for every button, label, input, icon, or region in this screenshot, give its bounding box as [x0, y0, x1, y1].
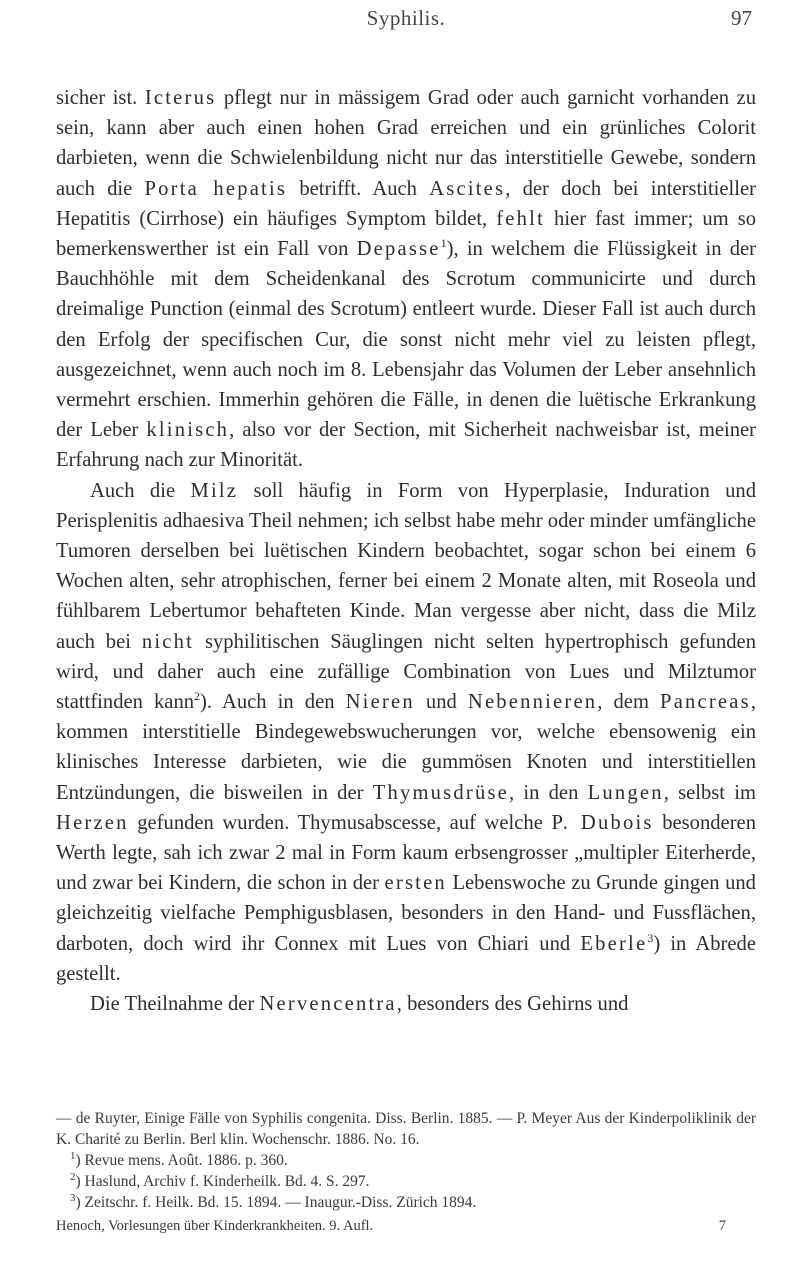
spaced-term: Nervencentra — [259, 993, 397, 1016]
spaced-term: Milz — [190, 479, 239, 502]
text-run: soll häufig in Form von Hyperplasie, Induration und Perisplenitis adhaesiva Theil nehmen; ich selbst habe mehr oder minder umfängliche Tumoren derselben bei luëtischen Kindern beobachtet, sogar schon bei einem 6 Wochen alten, sehr atrophischen, ferner bei einem 2 Monate alten, mit Roseola und fühlbarem Lebertumor behafteten Kinde. Man vergesse aber nicht, dass die Milz auch bei — [56, 479, 757, 653]
footnote-ref: 1 — [440, 236, 447, 251]
page-number: 97 — [731, 6, 752, 30]
spaced-term: P. Dubois — [551, 811, 654, 834]
running-header — [56, 0, 756, 42]
footnote — [56, 1171, 756, 1192]
paragraph — [56, 476, 756, 989]
body-text — [56, 83, 756, 1019]
text-run: ), in welchem die Flüssigkeit in der Bauchhöhle mit dem Scheidenkanal des Scrotum communicirte und durch dreimalige Punction (einmal des Scrotum) entleert wurde. Dieser Fall ist auch durch den Erfolg der specifischen Cur, die sonst nicht mehr viel zu leisten pflegt, ausgezeichnet, wenn auch noch im 8. Lebensjahr das Volumen der Leber ansehnlich vermehrt erschien. Immerhin gehören die Fälle, in denen die luëtische Erkrankung der Leber — [56, 238, 756, 442]
text-run: , in den — [509, 781, 588, 804]
text-run: Die Theilnahme der — [90, 993, 260, 1016]
spaced-term: Nieren — [345, 691, 415, 714]
text-run: Lebenswoche zu Grunde gingen und gleichzeitig vielfache Pemphigusblasen, besonders in den Hand- und Fussflächen, darboten, doch wird ihr Connex mit Lues von — [56, 872, 756, 955]
spaced-term: nicht — [141, 630, 195, 653]
text-run: , selbst im — [663, 781, 756, 804]
text-run: ). Auch in den — [200, 691, 346, 714]
spaced-term: klinisch — [146, 419, 230, 442]
page-footer — [56, 1218, 756, 1235]
spaced-term: ersten — [384, 872, 447, 895]
signature-mark: 7 — [718, 1218, 726, 1234]
spaced-term: Herzen — [56, 811, 129, 834]
text-run: hier fast immer; um so bemerkenswerther ist ein Fall von — [56, 207, 757, 261]
text-run: und — [529, 932, 581, 955]
book-imprint: Henoch, Vorlesungen über Kinderkrankheiten. 9. Aufl. — [56, 1218, 374, 1234]
text-run: syphilitischen Säuglingen nicht selten hypertrophisch gefunden wird, und daher auch eine zufällige Combination von Lues und Milztumor stattfinden kann — [56, 630, 756, 714]
paragraph — [56, 989, 756, 1019]
spaced-term: Thymusdrüse — [372, 781, 509, 804]
text-run: Chiari — [477, 932, 530, 955]
footnote-text: ) Revue mens. Août. 1886. p. 360. — [75, 1152, 288, 1169]
spaced-term: Ascites — [429, 177, 506, 200]
text-run: betrifft. Auch — [287, 177, 430, 200]
footnote-text: ) Haslund, Archiv f. Kinderheilk. Bd. 4. S. 297. — [75, 1173, 370, 1190]
footnotes — [56, 1108, 756, 1213]
spaced-term: Nebennieren — [467, 691, 598, 714]
footnote — [56, 1150, 756, 1171]
text-run: pflegt nur in mässigem Grad oder auch garnicht vorhanden zu sein, kann aber auch einen hohen Grad erreichen und ein grünliches Colorit darbieten, wenn die Schwielenbildung nicht nur das interstitielle Gewebe, sondern auch die — [56, 87, 756, 200]
footnote-continuation: — de Ruyter, Einige Fälle von Syphilis congenita. Diss. Berlin. 1885. — P. Meyer Aus der Kinderpoliklinik der K. Charité zu Berlin. Berl klin. Wochenschr. 1886. No. 16. — [56, 1110, 756, 1148]
text-run: besonderen Werth legte, sah ich zwar 2 mal in Form kaum erbsengrosser „multipler Eiterherde, und zwar bei Kindern, die schon in der — [56, 811, 756, 895]
text-run: , also vor der Section, mit Sicherheit nachweisbar ist, meiner Erfahrung nach zur Minorität. — [56, 419, 756, 472]
footnote-ref: 3 — [647, 930, 654, 945]
spaced-term: Eberle — [580, 932, 648, 955]
footnote-marker: 2 — [70, 1171, 76, 1183]
spaced-term: Pancreas — [660, 691, 751, 714]
footnote — [56, 1192, 756, 1213]
text-run: gefunden wurden. Thymusabscesse, auf welche — [128, 811, 552, 834]
page — [56, 0, 756, 1019]
spaced-term: fehlt — [496, 207, 545, 230]
footnote-ref: 2 — [194, 689, 201, 704]
footnote-marker: 3 — [70, 1192, 76, 1204]
text-run: sicher ist. — [56, 87, 145, 109]
spaced-term: Icterus — [144, 87, 217, 109]
text-run: , dem — [597, 691, 661, 714]
text-run: ) in Abrede gestellt. — [56, 932, 756, 985]
footnote-text: ) Zeitschr. f. Heilk. Bd. 15. 1894. — Inaugur.-Diss. Zürich 1894. — [75, 1194, 477, 1211]
text-run: , kommen interstitielle Bindegewebswucherungen vor, welche ebensowenig ein klinisches Interesse darbieten, wie die gummösen Knoten und interstitiellen Entzündungen, die bisweilen in der — [56, 691, 756, 804]
footnote-marker: 1 — [70, 1150, 76, 1162]
paragraph — [56, 83, 756, 476]
running-title: Syphilis. — [366, 6, 446, 30]
spaced-term: Porta hepatis — [144, 177, 288, 200]
text-run: und — [414, 691, 468, 714]
text-run: , der doch bei interstitieller Hepatitis (Cirrhose) ein häufiges Symptom bildet, — [56, 177, 756, 230]
text-run: Auch die — [90, 479, 191, 502]
spaced-term: Lungen — [587, 781, 664, 804]
spaced-term: Depasse — [356, 238, 441, 261]
text-run: , besonders des Gehirns und — [396, 993, 629, 1016]
